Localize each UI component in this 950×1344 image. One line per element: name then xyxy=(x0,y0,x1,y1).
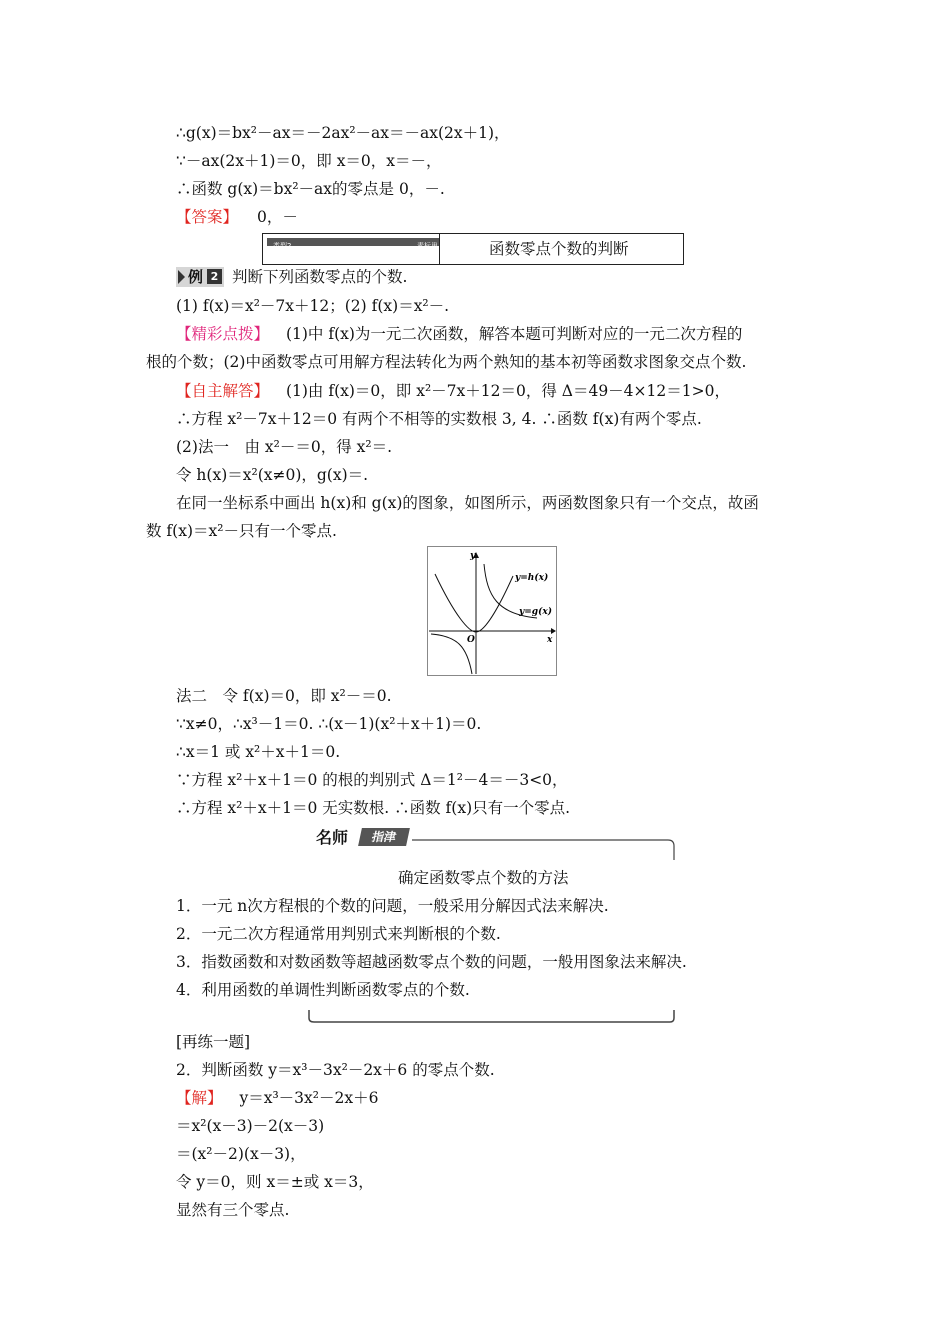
y-axis-label: y xyxy=(470,551,476,561)
practice-solution-line-5: 显然有三个零点. xyxy=(176,1201,290,1219)
function-graph xyxy=(427,546,557,676)
tip-item-4: 4．利用函数的单调性判断函数零点的个数. xyxy=(176,981,470,999)
practice-question: 2．判断函数 y＝x³－3x²－2x＋6 的零点个数. xyxy=(176,1061,495,1079)
x-axis-arrow-icon xyxy=(551,628,556,634)
solution-line-1: ∴g(x)＝bx²－ax＝－2ax²－ax＝－ax(2x＋1)， xyxy=(176,124,510,142)
curve-h-label: y=h(x) xyxy=(515,573,549,583)
method1-line-2: 令 h(x)＝x²(x≠0)，g(x)＝. xyxy=(176,466,369,484)
self-solution-line-1 xyxy=(176,381,730,401)
solution-line-2: ∵－ax(2x＋1)＝0，即 x＝0，x＝－， xyxy=(176,152,442,170)
example-arrow-icon xyxy=(178,270,185,284)
curve-g-left xyxy=(431,634,472,674)
example-prompt: 判断下列函数零点的个数. xyxy=(232,268,408,286)
answer-value: 0，－ xyxy=(256,208,298,226)
curve-g-label: y=g(x) xyxy=(519,607,552,617)
answer-line xyxy=(176,207,298,227)
method1-line-4: 数 f(x)＝x²－只有一个零点. xyxy=(146,522,337,540)
tip-label xyxy=(312,826,416,850)
practice-solution-line-4: 令 y＝0，则 x＝±或 x＝3， xyxy=(176,1173,374,1191)
self-solution-label: 【自主解答】 xyxy=(176,382,270,400)
type-divider xyxy=(439,234,440,264)
method1-line-3: 在同一坐标系中画出 h(x)和 g(x)的图象，如图所示，两函数图象只有一个交点，故函 xyxy=(176,494,759,512)
practice-heading: [再练一题] xyxy=(176,1033,251,1051)
answer-label: 【答案】 xyxy=(176,208,239,226)
example-badge-number: 2 xyxy=(207,269,222,284)
practice-solution-line-1 xyxy=(176,1088,378,1108)
tip-item-1: 1．一元 n次方程根的个数的问题，一般采用分解因式法来解决. xyxy=(176,897,609,915)
self-solution-line-2: ∴方程 x²－7x＋12＝0 有两个不相等的实数根 3, 4. ∴函数 f(x)有两个零点. xyxy=(176,410,702,428)
tip-top-border xyxy=(412,840,674,860)
self-solution-text-1: (1)由 f(x)＝0，即 x²－7x＋12＝0，得 Δ＝49－4×12＝1>0， xyxy=(285,382,730,400)
practice-solution-text-1: y＝x³－3x²－2x＋6 xyxy=(239,1089,379,1107)
method2-line-2: ∵x≠0，∴x³－1＝0. ∴(x－1)(x²＋x＋1)＝0. xyxy=(176,715,482,733)
type-tag-secondary: 素标巢 xyxy=(417,242,438,250)
tip-item-2: 2．一元二次方程通常用判别式来判断根的个数. xyxy=(176,925,501,943)
method2-line-5: ∴方程 x²＋x＋1＝0 无实数根. ∴函数 f(x)只有一个零点. xyxy=(176,799,571,817)
tip-title: 确定函数零点个数的方法 xyxy=(398,869,569,887)
practice-solution-line-2: ＝x²(x－3)－2(x－3) xyxy=(176,1117,325,1135)
method1-line-1: (2)法一 由 x²－＝0，得 x²＝. xyxy=(176,438,393,456)
example-badge-label: 例 xyxy=(188,268,204,286)
example-items: (1) f(x)＝x²－7x＋12；(2) f(x)＝x²－. xyxy=(176,297,450,315)
practice-solution-line-3: ＝(x²－2)(x－3)， xyxy=(176,1145,306,1163)
tip-item-3: 3．指数函数和对数函数等超越函数零点个数的问题，一般用图象法来解决. xyxy=(176,953,687,971)
tip-bottom-border xyxy=(309,1010,674,1022)
type-header-box xyxy=(262,233,684,265)
type-title: 函数零点个数的判断 xyxy=(489,240,629,258)
practice-solution-label: 【解】 xyxy=(176,1089,223,1107)
solution-line-3: ∴函数 g(x)＝bx²－ax的零点是 0，－. xyxy=(176,180,445,198)
method2-line-4: ∵方程 x²＋x＋1＝0 的根的判别式 Δ＝1²－4＝－3<0， xyxy=(176,771,568,789)
tip-label-dark: 指津 xyxy=(358,828,410,846)
x-axis-label: x xyxy=(547,635,553,645)
hint-text-1: (1)中 f(x)为一元二次函数，解答本题可判断对应的一元二次方程的 xyxy=(285,325,743,343)
origin-label: O xyxy=(467,635,475,645)
hint-line-1 xyxy=(176,324,742,344)
hint-line-2: 根的个数；(2)中函数零点可用解方程法转化为两个熟知的基本初等函数求图象交点个数. xyxy=(146,353,747,371)
hint-label: 【精彩点拨】 xyxy=(176,325,270,343)
tip-label-text: 名师 xyxy=(316,828,349,847)
type-tag: 类型2 xyxy=(273,242,292,250)
curve-h xyxy=(435,574,513,632)
method2-line-1: 法二 令 f(x)＝0，即 x²－＝0. xyxy=(176,687,392,705)
method2-line-3: ∴x＝1 或 x²＋x＋1＝0. xyxy=(176,743,341,761)
type-banner xyxy=(267,238,439,250)
